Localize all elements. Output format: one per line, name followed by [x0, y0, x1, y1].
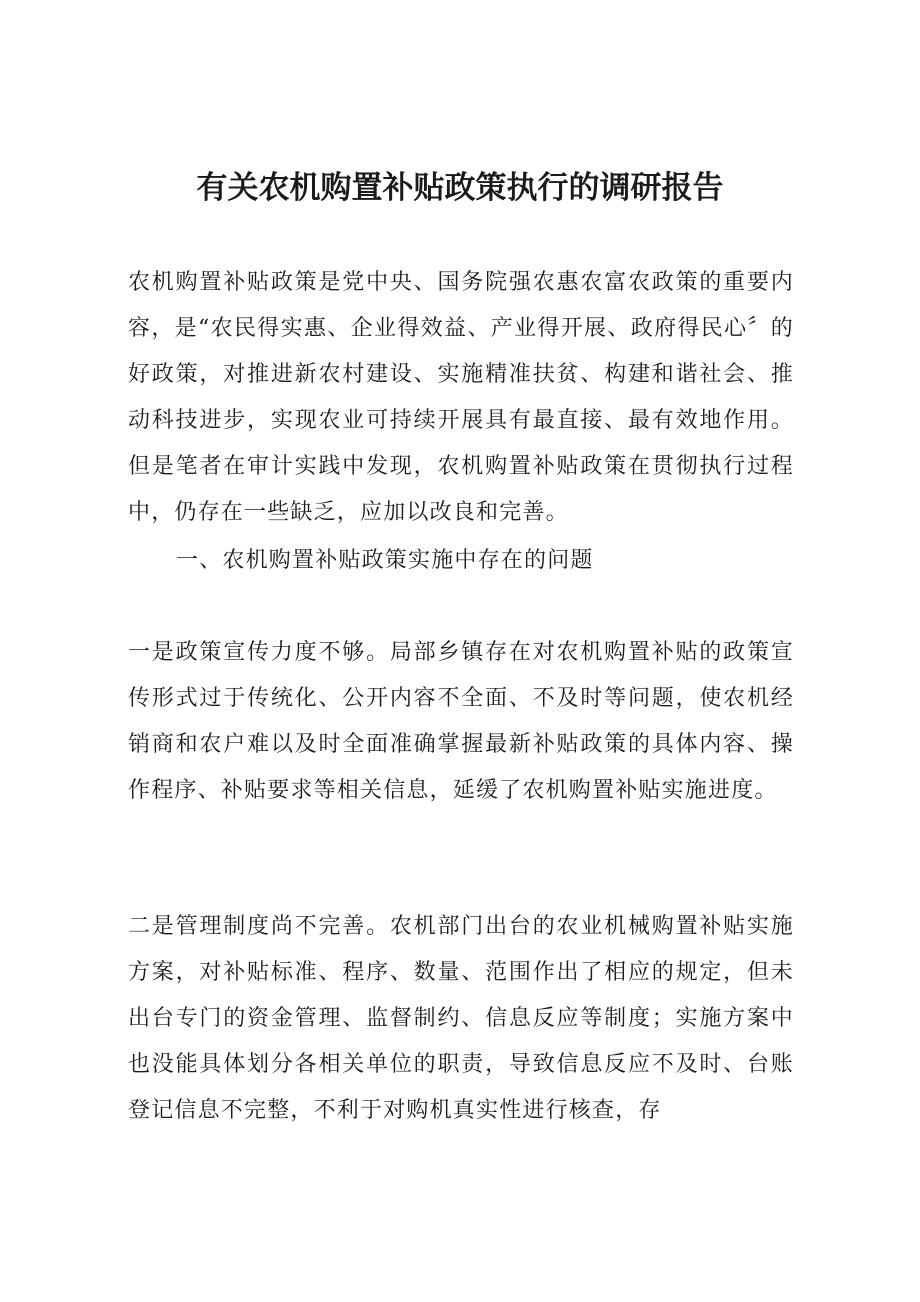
intro-paragraph: 农机购置补贴政策是党中央、国务院强农惠农富农政策的重要内容，是“农民得实惠、企业得效益、产业得开展、政府得民心〞的好政策，对推进新农村建设、实施精准扶贫、构建和谐社会、推动科技进步，实现农业可持续开展具有最直接、最有效地作用。但是笔者在审计实践中发现，农机购置补贴政策在贯彻执行过程中，仍存在一些缺乏，应加以改良和完善。 — [128, 270, 794, 525]
section-heading: 一、农机购置补贴政策实施中存在的问题 — [176, 548, 594, 573]
point-one-paragraph: 一是政策宣传力度不够。局部乡镇存在对农机购置补贴的政策宣传形式过于传统化、公开内容不全面、不及时等问题，使农机经销商和农户难以及时全面准确掌握最新补贴政策的具体内容、操作程序、补贴要求等相关信息，延缓了农机购置补贴实施进度。 — [128, 640, 794, 803]
document-title: 有关农机购置补贴政策执行的调研报告 — [196, 170, 724, 206]
point-two-paragraph: 二是管理制度尚不完善。农机部门出台的农业机械购置补贴实施方案，对补贴标准、程序、数量、范围作出了相应的规定，但未出台专门的资金管理、监督制约、信息反应等制度；实施方案中也没能具体划分各相关单位的职责，导致信息反应不及时、台账登记信息不完整，不利于对购机真实性进行核查，存 — [128, 914, 794, 1123]
